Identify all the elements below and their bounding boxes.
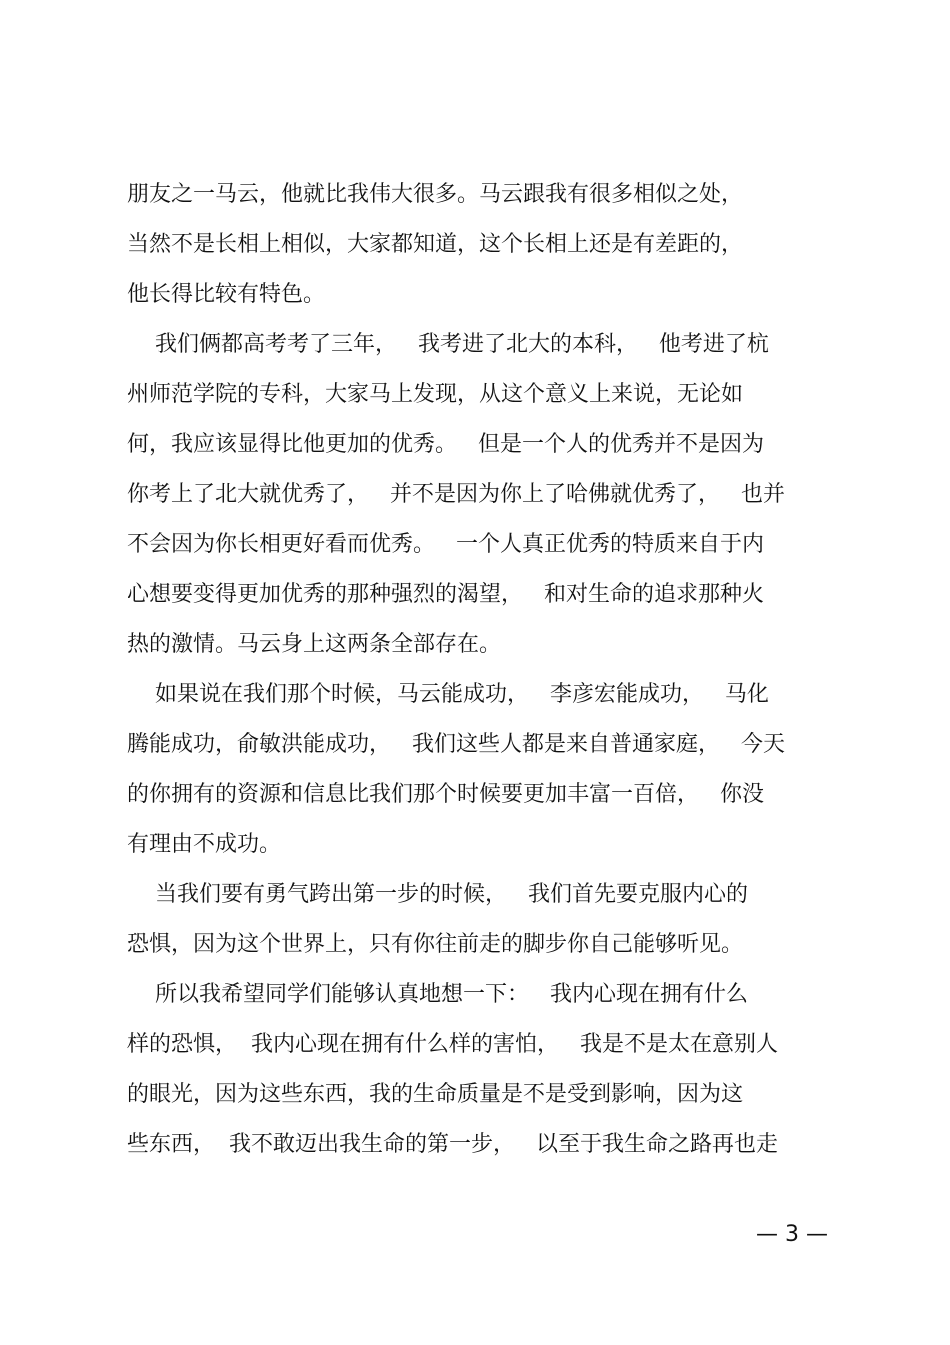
text-line: 有理由不成功。 (127, 832, 282, 857)
text-line: 不会因为你长相更好看而优秀。 一个人真正优秀的特质来自于内 (127, 532, 764, 557)
text-line: 心想要变得更加优秀的那种强烈的渴望， 和对生命的追求那种火 (127, 582, 764, 607)
text-line: 朋友之一马云，他就比我伟大很多。马云跟我有很多相似之处， (127, 182, 744, 207)
text-line: 我们俩都高考考了三年， 我考进了北大的本科， 他考进了杭 (127, 332, 769, 357)
text-line: 的眼光，因为这些东西，我的生命质量是不是受到影响，因为这 (127, 1082, 744, 1107)
text-line: 腾能成功，俞敏洪能成功， 我们这些人都是来自普通家庭， 今天 (127, 732, 785, 757)
text-line: 何，我应该显得比他更加的优秀。 但是一个人的优秀并不是因为 (127, 432, 764, 457)
text-line: 恐惧，因为这个世界上，只有你往前走的脚步你自己能够听见。 (127, 932, 744, 957)
text-line: 他长得比较有特色。 (127, 282, 326, 307)
text-line: 你考上了北大就优秀了， 并不是因为你上了哈佛就优秀了， 也并 (127, 482, 785, 507)
text-line: 些东西， 我不敢迈出我生命的第一步， 以至于我生命之路再也走 (127, 1132, 778, 1157)
text-line: 如果说在我们那个时候，马云能成功， 李彦宏能成功， 马化 (127, 682, 769, 707)
text-line: 样的恐惧， 我内心现在拥有什么样的害怕， 我是不是太在意别人 (127, 1032, 778, 1057)
text-line: 州师范学院的专科，大家马上发现，从这个意义上来说，无论如 (127, 382, 744, 407)
text-line: 当我们要有勇气跨出第一步的时候， 我们首先要克服内心的 (127, 882, 748, 907)
text-line: 所以我希望同学们能够认真地想一下： 我内心现在拥有什么 (127, 982, 748, 1007)
text-line: 热的激情。马云身上这两条全部存在。 (127, 632, 502, 657)
text-line: 当然不是长相上相似，大家都知道，这个长相上还是有差距的， (127, 232, 744, 257)
page-number: — 3 — (756, 1222, 828, 1247)
text-line: 的你拥有的资源和信息比我们那个时候要更加丰富一百倍， 你没 (127, 782, 764, 807)
